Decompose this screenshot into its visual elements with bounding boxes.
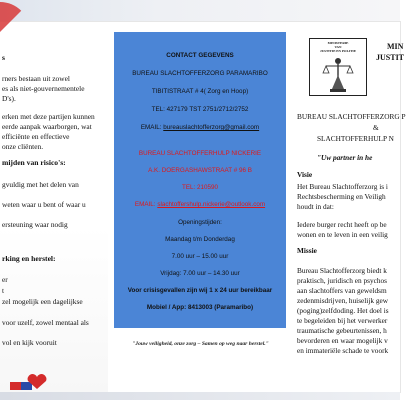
left-risk-line: ersteuning waar nodig [2,220,68,229]
left-recovery-line: t [2,286,5,295]
address-nickerie: A.K. DOERGASHAWSTRAAT # 96 B [148,167,252,174]
missie-line: bevorderen en waar mogelijk v [297,336,388,345]
email-label: EMAIL: [134,201,156,208]
ministry-logo [309,38,367,96]
left-heading-risk: mijden van risico's: [2,158,66,167]
background-top-strip [0,0,400,22]
hours-friday: Vrijdag: 7.00 uur – 14.30 uur [160,270,240,277]
email-row-paramaribo [114,124,286,132]
missie-line: Bureau Slachtofferzorg biedt k [297,266,387,275]
missie-line: zedenmisdrijven, huiselijk gew [297,296,388,305]
left-text-line: erken met deze partijen kunnen [2,112,95,121]
missie-line: (poging)zelfdoding. Het doel is [297,306,389,315]
email-link-paramaribo[interactable]: bureauslachtofferzorg@gmail.com [163,124,260,131]
email-row-nickerie [114,201,286,209]
hulp-title: SLACHTOFFERHULP N [317,134,394,143]
left-risk-line: weten waar u bent of waar u [2,200,86,209]
justice-figure-icon [320,55,356,93]
address-paramaribo: TIBITISTRAAT # 4( Zorg en Hoop) [151,88,249,95]
visie-heading: Visie [297,170,313,179]
org-paramaribo: BUREAU SLACHTOFFERZORG PARAMARIBO [132,70,268,77]
brochure-sheet [0,22,406,392]
missie-heading: Missie [297,246,317,255]
left-text-line: onze cliënten. [2,142,44,151]
phone-nickerie: TEL: 210590 [181,184,219,191]
left-recovery-line: er [2,275,8,284]
visie-line: Iedere burger recht heeft op be [297,220,387,229]
visie-line: wonen en te leven in een veilig [297,230,388,239]
left-text-line: D's). [2,94,16,103]
heart-icon [26,374,48,390]
phone-paramaribo: TEL: 427179 TST 2751/2712/2752 [151,106,249,113]
visie-line: houdt in dat: [297,202,334,211]
email-label: EMAIL: [140,124,162,131]
visie-line: Het Bureau Slachtofferzorg is i [297,182,388,191]
left-risk-line: gvuldig met het delen van [2,180,79,189]
visie-line: Rechtsbescherming en Veiligh [297,192,386,201]
left-panel [0,22,108,392]
ministry-title-2: JUSTIT [376,53,405,62]
missie-line: en immateriële schade te voork [297,346,389,355]
logo-text-line: JUSTITIE EN POLITIE [320,49,356,53]
email-link-nickerie[interactable]: slachtoffershulp.nickerie@outlook.com [157,201,266,208]
left-heading-recovery: rking en herstel: [2,254,56,263]
contact-box [114,32,286,328]
contact-heading: CONTACT GEGEVENS [166,52,234,59]
missie-line: aan slachtoffers van geweldsm [297,286,387,295]
missie-line: praktisch, juridisch en psychos [297,276,387,285]
background-bottom-strip [0,392,400,400]
hours-days: Maandag t/m Donderdag [165,236,235,243]
slogan: "Jouw veiligheid, onze zorg – Samen op weg naar herstel." [132,341,269,347]
crisis-line: Voor crisisgevallen zijn wij 1 x 24 uur bereikbaar [127,287,273,294]
logo-text-line: MINISTERIE [327,41,349,45]
left-text-line: es als niet-gouvernementele [2,84,85,93]
left-recovery-line: zel mogelijk een dagelijkse [2,297,83,306]
left-heading-partners: s [2,53,5,62]
logo-text-line: VAN [334,45,342,49]
missie-line: te begeleiden bij het verwerker [297,316,388,325]
left-text-line: eerde aanpak waarborgen, wat [2,122,92,131]
left-text-line: rners bestaan uit zowel [2,74,70,83]
left-recovery-line: vol en kijk vooruit [2,338,57,347]
ampersand: & [373,123,379,132]
ministry-title: MIN [387,42,404,51]
missie-line: traumatische gebeurtenissen, h [297,326,387,335]
hours-heading: Openingstijden: [178,219,222,226]
middle-panel [108,22,293,392]
org-nickerie: BUREAU SLACHTOFFERHULP NICKERIE [138,150,262,157]
left-recovery-line: voor uzelf, zowel mentaal als [2,318,89,327]
hours-mon-thu: 7.00 uur – 15.00 uur [171,253,229,260]
right-panel [293,22,406,392]
bureau-title: BUREAU SLACHTOFFERZORG P [297,112,406,121]
mobile-line: Mobiel / App: 8413003 (Paramaribo) [146,304,254,311]
left-text-line: efficiënte en effectieve [2,132,70,141]
tagline: "Uw partner in he [317,153,373,162]
